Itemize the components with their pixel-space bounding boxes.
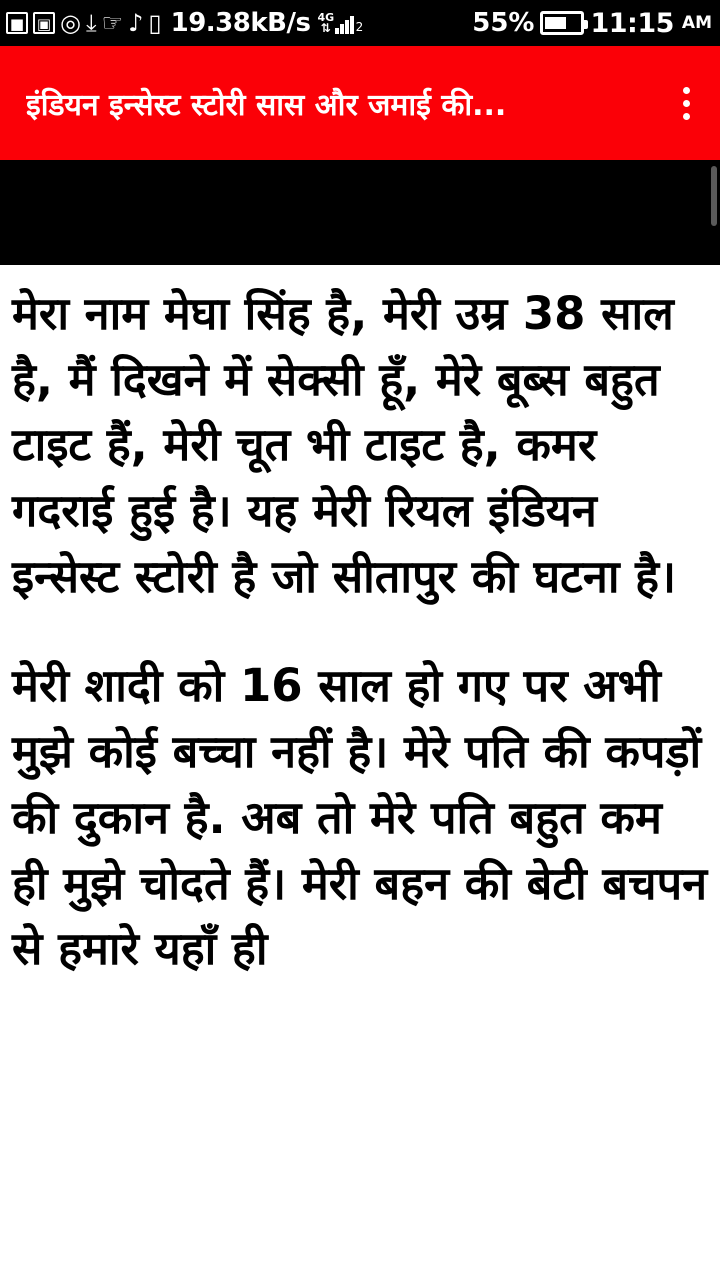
network-type [317, 13, 334, 34]
data-arrows-icon: ⇅ [320, 21, 331, 35]
clock-time: 11:15 [590, 7, 674, 39]
sim-slot-label: 2 [355, 20, 364, 34]
article-content [0, 265, 720, 1280]
save-icon: ▣ [33, 12, 55, 34]
signal-indicator [317, 12, 363, 34]
signal-bars-icon [335, 12, 354, 34]
clock-ampm: AM [681, 13, 712, 33]
app-bar [0, 46, 720, 160]
photo-icon: ■ [6, 12, 28, 34]
status-bar-icons [6, 8, 363, 38]
pointer-icon: ☞ [101, 9, 124, 37]
download-icon: ⤓ [85, 9, 97, 37]
page-title: इंडियन इन्सेस्ट स्टोरी सास और जमाई की... [26, 87, 507, 123]
headphones-icon: ♪ [128, 9, 144, 37]
status-bar [0, 0, 720, 46]
ad-banner[interactable] [0, 160, 720, 265]
battery-percent: 55% [472, 8, 535, 38]
network-type-primary: 4G [317, 11, 335, 24]
vibrate-icon: ▯ [148, 9, 162, 37]
battery-icon [540, 11, 584, 35]
status-bar-right [472, 8, 712, 39]
scrollbar[interactable] [711, 166, 717, 226]
article-paragraph: मेरी शादी को 16 साल हो गए पर अभी मुझे कोई बच्चा नहीं है। मेरे पति की कपड़ों की दुकान है. अब तो मेरे पति बहुत कम ही मुझे चोदते हैं। मेरी बहन की बेटी बचपन से हमारे यहाँ ही [12, 659, 708, 976]
more-options-icon[interactable] [658, 68, 714, 138]
article-paragraph: मेरा नाम मेघा सिंह है, मेरी उम्र 38 साल है, मैं दिखने में सेक्सी हूँ, मेरे बूब्स बहुत टाइट हैं, मेरी चूत भी टाइट है, कमर गदराई हुई है। यह मेरी रियल इंडियन इन्सेस्ट स्टोरी है जो सीतापुर की घटना है। [12, 287, 677, 603]
screen-record-icon: ◎ [60, 9, 81, 37]
network-speed: 19.38kB/s [170, 8, 311, 38]
